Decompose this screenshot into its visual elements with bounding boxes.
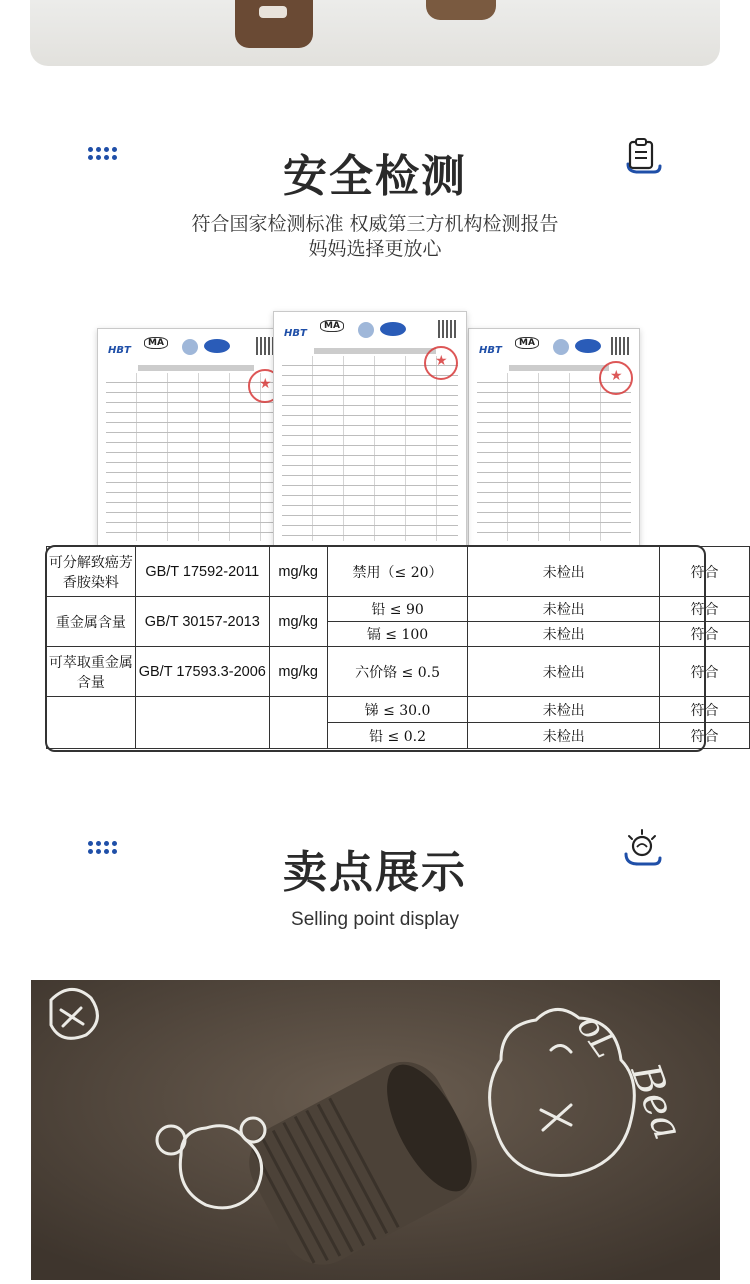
result-cell: 未检出 [468, 647, 660, 697]
test-results-table [45, 545, 719, 752]
standard-cell: GB/T 17592-2011 [135, 547, 269, 597]
limit-cell: 铅 ≤ 90 [327, 597, 468, 622]
limit-cell: 禁用（≤ 20） [327, 547, 468, 597]
red-stamp-icon [599, 361, 633, 395]
verdict-cell: 符合 [660, 723, 750, 749]
item-cell: 可萃取重金属含量 [47, 647, 136, 697]
result-cell: 未检出 [468, 622, 660, 647]
shoe-right [426, 0, 496, 20]
item-cell: 可分解致癌芳香胺染料 [47, 547, 136, 597]
verdict-cell: 符合 [660, 697, 750, 723]
unit-cell: mg/kg [269, 647, 327, 697]
limit-cell: 六价铬 ≤ 0.5 [327, 647, 468, 697]
safety-subtitle-line2: 妈妈选择更放心 [308, 238, 442, 260]
verdict-cell: 符合 [660, 597, 750, 622]
standard-cell: GB/T 17593.3-2006 [135, 647, 269, 697]
unit-cell: mg/kg [269, 597, 327, 647]
limit-cell: 锑 ≤ 30.0 [327, 697, 468, 723]
table-row [47, 697, 750, 723]
safety-section-title: 安全检测 [283, 151, 467, 202]
table-row [47, 597, 750, 622]
selling-subtitle: Selling point display [291, 909, 459, 930]
verdict-cell: 符合 [660, 622, 750, 647]
selling-section-title: 卖点展示 [283, 847, 467, 898]
red-stamp-icon [424, 346, 458, 380]
unit-cell: mg/kg [269, 547, 327, 597]
item-cell: 重金属含量 [47, 597, 136, 647]
item-cell [47, 697, 136, 749]
limit-cell: 镉 ≤ 100 [327, 622, 468, 647]
unit-cell [269, 697, 327, 749]
sweatshirt-illustration [31, 980, 720, 1280]
standard-cell: GB/T 30157-2013 [135, 597, 269, 647]
result-cell: 未检出 [468, 597, 660, 622]
shoe-left [235, 0, 313, 48]
sweatshirt-cuff-photo [31, 980, 720, 1280]
test-report-right: HBT MA ★ [468, 328, 640, 548]
limit-cell: 铅 ≤ 0.2 [327, 723, 468, 749]
verdict-cell: 符合 [660, 647, 750, 697]
test-report-left: HBT MA ★ [97, 328, 285, 548]
shoes-photo [30, 0, 720, 66]
table-row [47, 547, 750, 597]
test-report-center: HBT MA ★ [273, 311, 467, 548]
result-cell: 未检出 [468, 697, 660, 723]
svg-text:oL: oL [568, 1007, 627, 1066]
safety-subtitle-line1: 符合国家检测标准 权威第三方机构检测报告 [191, 213, 559, 235]
result-cell: 未检出 [468, 723, 660, 749]
idea-bulb-icon [620, 824, 664, 868]
standard-cell [135, 697, 269, 749]
clipboard-icon [620, 134, 664, 178]
print-text: Bea [621, 1057, 692, 1146]
result-cell: 未检出 [468, 547, 660, 597]
verdict-cell: 符合 [660, 547, 750, 597]
table-row [47, 647, 750, 697]
